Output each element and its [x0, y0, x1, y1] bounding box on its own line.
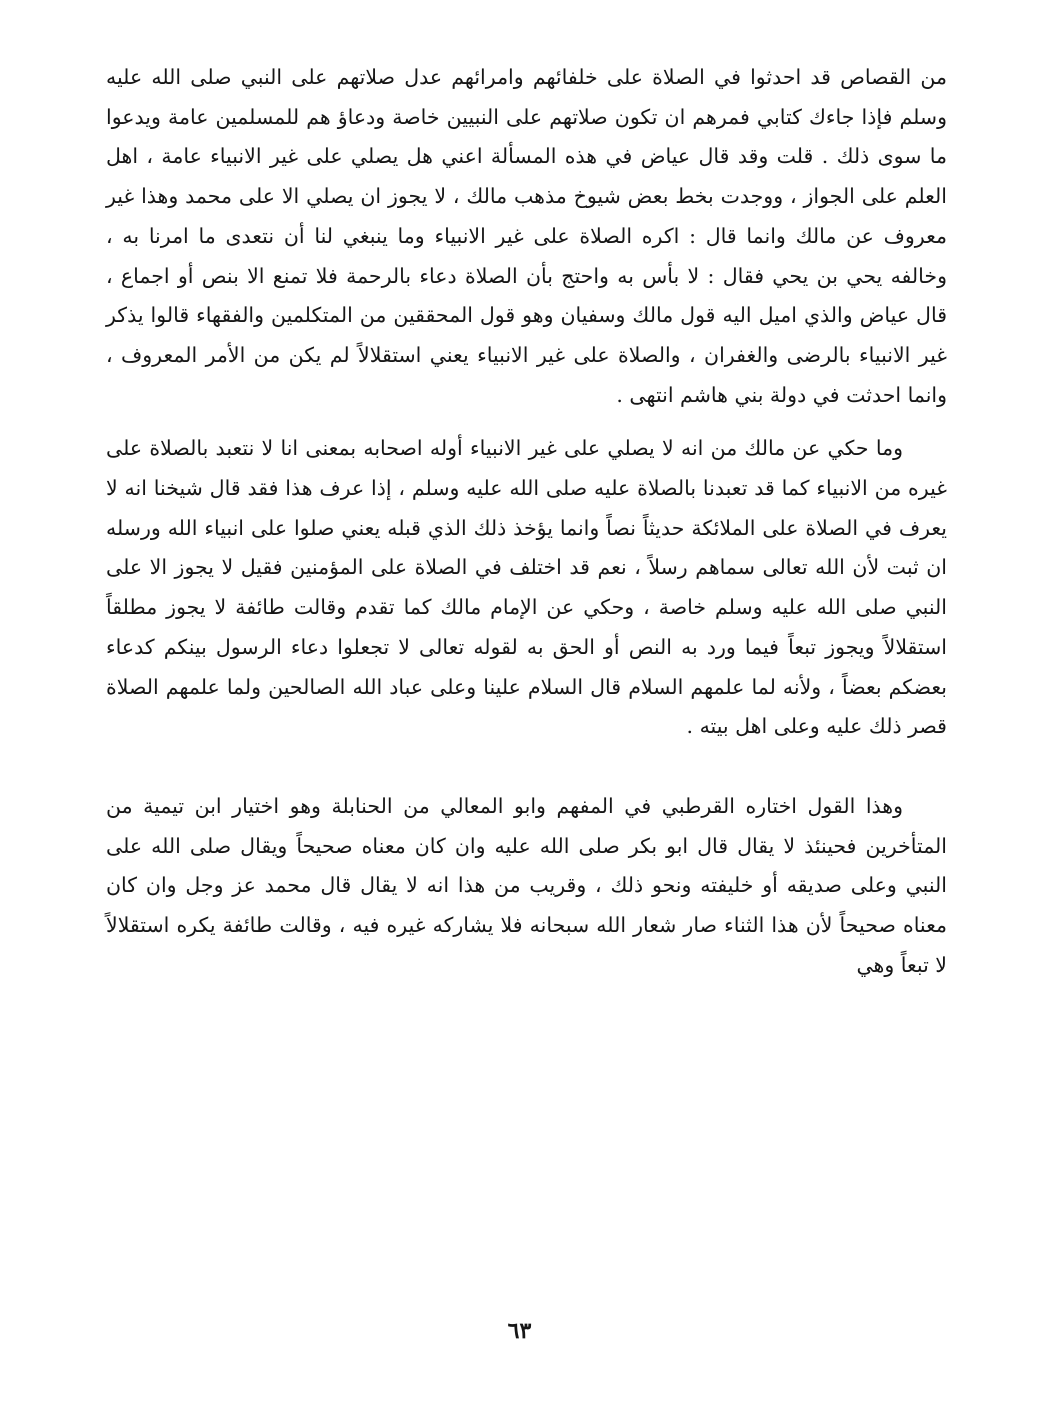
paragraph-3: وهذا القول اختاره القرطبي في المفهم وابو المعالي من الحنابلة وهو اختيار ابن تيمية من المتأخرين فحينئذ لا يقال قال ابو بكر صلى الله عليه وان كان معناه صحيحاً ويقال صلى الله على النبي وعلى صديقه أو خليفته ونحو ذلك ، وقريب من هذا انه لا يقال قال محمد عز وجل وان كان معناه صحيحاً لأن هذا الثناء صار شعار الله سبحانه فلا يشاركه غيره فيه ، وقالت طائفة يكره استقلالاً لا تبعاً وهي — [106, 793, 947, 977]
page-number: ٦٣ — [507, 1318, 532, 1344]
body-text — [106, 58, 947, 985]
paragraph-2: وما حكي عن مالك من انه لا يصلي على غير الانبياء أوله اصحابه بمعنى انا لا نتعبد بالصلاة على غيره من الانبياء كما قد تعبدنا بالصلاة عليه صلى الله عليه وسلم ، إذا عرف هذا فقد قال شيخنا انه لا يعرف في الصلاة على الملائكة حديثاً نصاً وانما يؤخذ ذلك الذي قبله يعني صلوا على انبياء الله ورسله ان ثبت لأن الله تعالى سماهم رسلاً ، نعم قد اختلف في الصلاة على المؤمنين فقيل لا يجوز الا على النبي صلى الله عليه وسلم خاصة ، وحكي عن الإمام مالك كما تقدم وقالت طائفة لا يجوز مطلقاً استقلالاً ويجوز تبعاً فيما ورد به النص أو الحق به لقوله تعالى لا تجعلوا دعاء الرسول بينكم كدعاء بعضكم بعضاً ، ولأنه لما علمهم السلام قال السلام علينا وعلى عباد الله الصالحين ولما علمهم الصلاة قصر ذلك عليه وعلى اهل بيته . — [106, 436, 947, 739]
paragraph-1: من القصاص قد احدثوا في الصلاة على خلفائهم وامرائهم عدل صلاتهم على النبي صلى الله عليه وسلم فإذا جاءك كتابي فمرهم ان تكون صلاتهم على النبيين خاصة ودعاؤ هم للمسلمين عامة ويدعوا ما سوى ذلك . قلت وقد قال عياض في هذه المسألة اعني هل يصلي على غير الانبياء عامة ، اهل العلم على الجواز ، ووجدت بخط بعض شيوخ مذهب مالك ، لا يجوز ان يصلي الا على محمد وهذا غير معروف عن مالك وانما قال : اكره الصلاة على غير الانبياء وما ينبغي لنا أن نتعدى ما امرنا به ، وخالفه يحي بن يحي فقال : لا بأس به واحتج بأن الصلاة دعاء بالرحمة فلا تمنع الا بنص أو اجماع ، قال عياض والذي اميل اليه قول مالك وسفيان وهو قول المحققين من المتكلمين والفقهاء قالوا يذكر غير الانبياء بالرضى والغفران ، والصلاة على غير الانبياء يعني استقلالاً لم يكن من الأمر المعروف ، وانما احدثت في دولة بني هاشم انتهى . — [106, 65, 947, 407]
